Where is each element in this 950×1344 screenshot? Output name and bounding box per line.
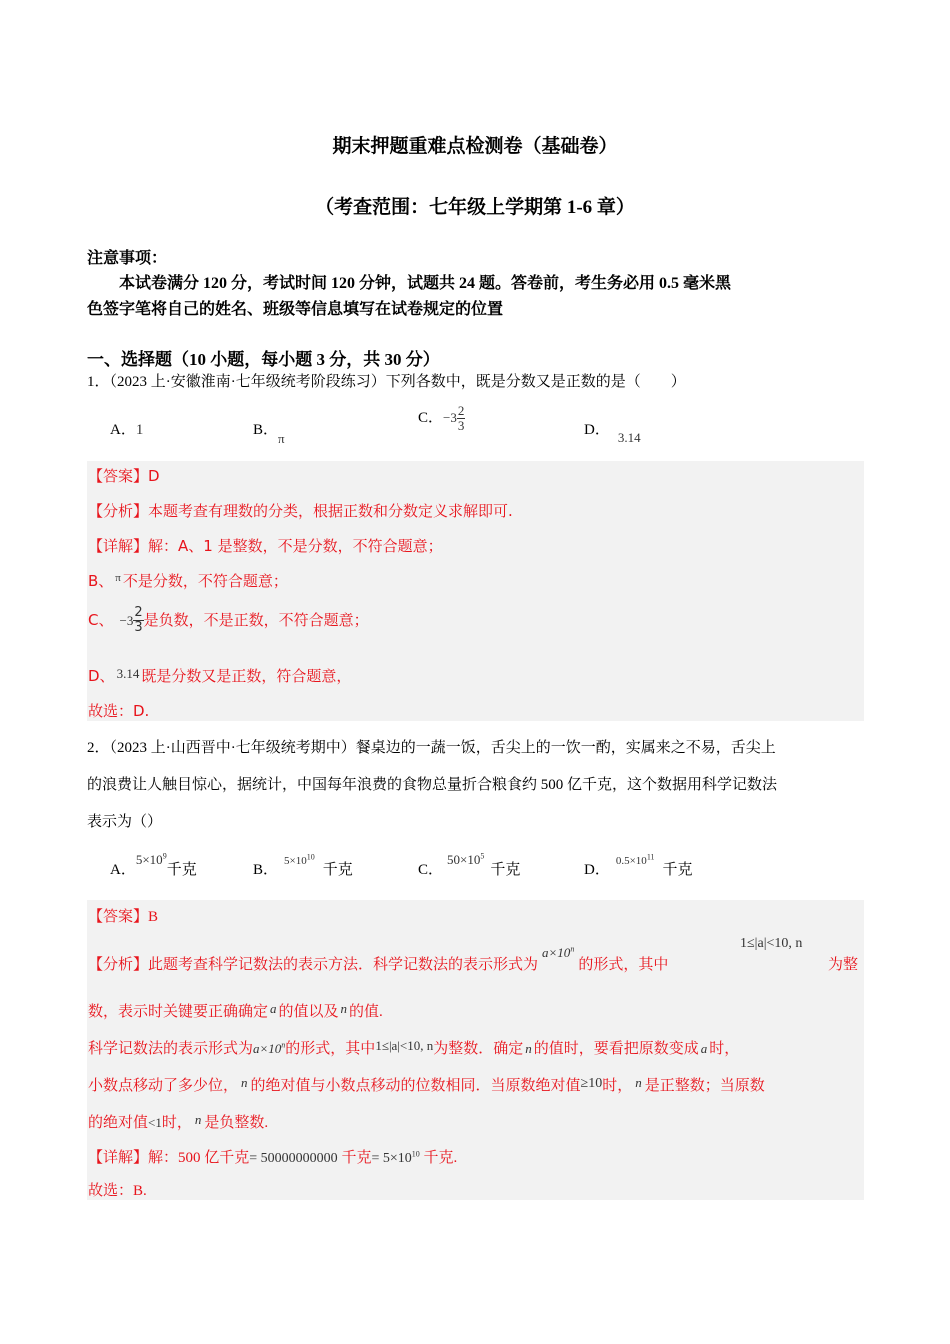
notice-line-1: 本试卷满分 120 分，考试时间 120 分钟，试题共 24 题。答卷前，考生务必用 0.5 毫米黑	[119, 275, 732, 292]
notice-heading: 注意事项：	[87, 250, 168, 267]
analysis-text: 本题考查有理数的分类，根据正数和分数定义求解即可.	[148, 502, 513, 520]
q1-option-c[interactable]	[418, 404, 465, 433]
fraction: $\frac{2}{3}$	[134, 605, 143, 635]
q1-answer	[88, 465, 160, 486]
q2-analysis-line-1: 【分析】此题考查科学记数法的表示方法．科学记数法的表示形式为$a\times 10^n$的形式，其中	[88, 944, 669, 973]
page-subtitle: （考查范围：七年级上学期第 1-6 章）	[315, 197, 635, 218]
q2-option-b[interactable]: B．$^{5\times 10^{10}}$千克	[253, 852, 353, 878]
q1-option-b[interactable]	[253, 418, 285, 446]
q1-option-d[interactable]	[584, 418, 641, 445]
q2-para2-line-1: 科学记数法的表示形式为$a\times 10^n$的形式，其中1≤|a|<10, n为整数．确定 n 的值时，要看把原数变成 a 时，	[88, 1038, 740, 1057]
answer-value: D	[148, 467, 160, 485]
q2-para2-line-2: 小数点移动了多少位， n 的绝对值与小数点移动的位数相同．当原数绝对值≥10时， n 是正整数；当原数	[88, 1075, 765, 1094]
q2-option-c[interactable]: C．$50\times 10^5$千克	[418, 851, 521, 878]
question-2-stem-line-2: 的浪费让人触目惊心，据统计，中国每年浪费的食物总量折合粮食约 500 亿千克，这个数据用科学记数法	[87, 777, 778, 793]
q1-option-a[interactable]	[110, 418, 143, 439]
q1-detail	[88, 535, 443, 556]
page-title: 期末押题重难点检测卷（基础卷）	[332, 136, 618, 157]
option-label: B．	[253, 422, 279, 438]
option-label: A．	[110, 422, 136, 438]
notice-line-2: 色签字笔将自己的姓名、班级等信息填写在试卷规定的位置	[87, 301, 504, 318]
fraction: $\frac{2}{3}$	[457, 403, 465, 433]
q2-analysis-line-2: 数，表示时关键要正确确定 a 的值以及 n 的值.	[88, 1001, 383, 1020]
q1-detail-d: D、 3.14 既是分数又是正数，符合题意，	[88, 666, 352, 685]
question-1-stem: 1．（2023 上·安徽淮南·七年级统考阶段练习）下列各数中，既是分数又是正数的是（ ）	[87, 374, 686, 390]
pi-symbol: π	[115, 572, 121, 584]
option-value: 3.14	[617, 430, 641, 445]
question-2-stem-line-3: 表示为（）	[87, 814, 163, 830]
q2-option-d[interactable]: D．$^{0.5\times 10^{11}}$千克	[584, 852, 693, 878]
q2-para2-line-3: 的绝对值<1时， n 是负整数.	[88, 1112, 269, 1131]
analysis-tag: 【分析】	[88, 502, 149, 520]
option-value: 1	[135, 422, 144, 438]
section-heading: 一、选择题（10 小题，每小题 3 分，共 30 分）	[87, 350, 440, 369]
q2-conclusion: 故选：B.	[88, 1183, 147, 1199]
q1-detail-c: C、 −3 $\frac{2}{3}$ 是负数，不是正数，不符合题意；	[88, 605, 369, 635]
option-value-whole: −3	[443, 409, 457, 425]
detail-text: 解：A、1 是整数，不是分数，不符合题意；	[148, 537, 443, 555]
option-label: D．	[584, 422, 610, 438]
q2-analysis-inequality: 1≤|a|<10, n	[740, 936, 803, 951]
option-label: C．	[418, 409, 444, 426]
q1-conclusion: 故选：D.	[88, 702, 150, 720]
answer-tag: 【答案】	[88, 467, 149, 485]
q2-option-a[interactable]: A．$5\times 10^9$千克	[110, 851, 197, 878]
detail-tag: 【详解】	[88, 537, 149, 555]
q2-detail: 【详解】解：500 亿千克= 50000000000 千克= $5\times 10^{10}$ 千克.	[88, 1149, 458, 1166]
q1-detail-b: B、 $^\pi$ 不是分数，不符合题意；	[88, 572, 288, 590]
option-value: π	[278, 431, 285, 446]
q1-analysis	[88, 500, 513, 521]
q2-answer: 【答案】B	[88, 909, 159, 925]
question-2-stem-line-1: 2．（2023 上·山西晋中·七年级统考期中）餐桌边的一蔬一饭，舌尖上的一饮一酌，实属来之不易，舌尖上	[87, 740, 776, 756]
